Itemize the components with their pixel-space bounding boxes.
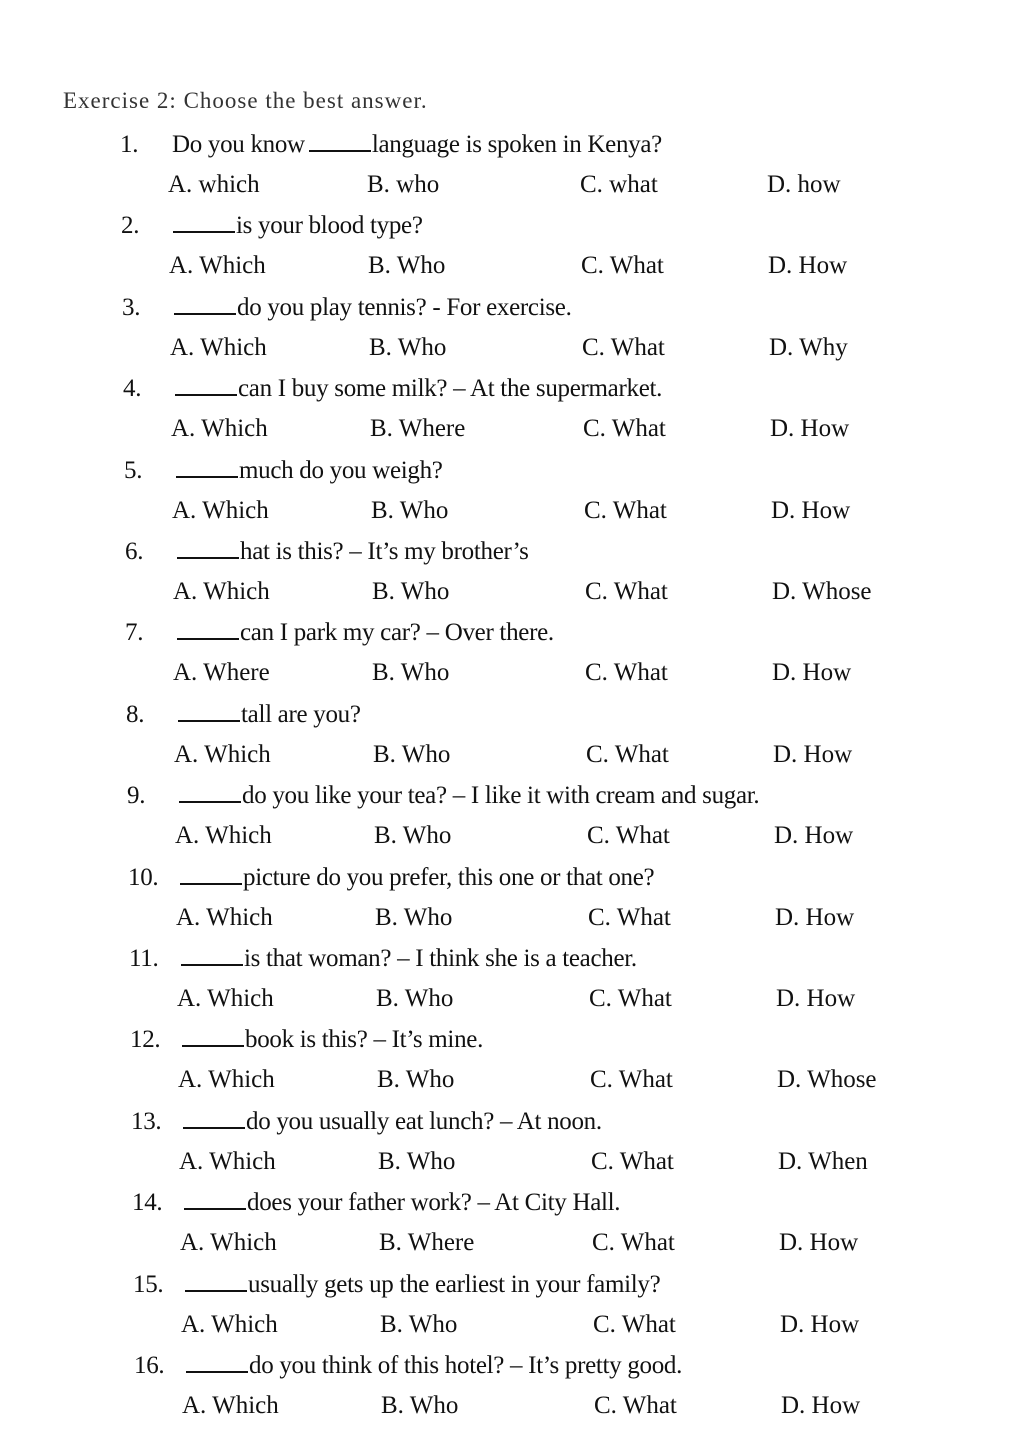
answer-option[interactable]: A. Which	[174, 741, 271, 768]
question-text	[125, 618, 554, 647]
answer-blank[interactable]	[178, 700, 240, 722]
answer-option[interactable]: B. Who	[376, 985, 454, 1012]
question-item	[0, 618, 1024, 700]
answer-option[interactable]: A. Which	[178, 1066, 275, 1093]
question-text	[120, 130, 662, 159]
answer-option[interactable]: C. What	[593, 1311, 676, 1338]
answer-option[interactable]: D. Whose	[777, 1066, 877, 1093]
question-stem-after: picture do you prefer, this one or that one?	[243, 864, 655, 891]
answer-blank[interactable]	[176, 456, 238, 478]
answer-option[interactable]: A. Which	[173, 578, 270, 605]
answer-option[interactable]: B. who	[367, 171, 440, 198]
answer-option[interactable]: D. How	[775, 904, 855, 931]
answer-option[interactable]: B. Who	[372, 578, 450, 605]
answer-option[interactable]: A. Which	[180, 1229, 277, 1256]
question-text	[124, 456, 443, 485]
answer-option[interactable]: B. Where	[370, 415, 466, 442]
answer-blank[interactable]	[174, 293, 236, 315]
question-stem-after: do you think of this hotel? – It’s pretty good.	[249, 1352, 683, 1379]
question-number: 15.	[133, 1271, 164, 1298]
answer-option[interactable]: D. How	[776, 985, 856, 1012]
answer-option[interactable]: A. Which	[177, 985, 274, 1012]
question-number: 1.	[120, 131, 139, 158]
answer-option[interactable]: B. Who	[373, 741, 451, 768]
answer-option[interactable]: C. What	[585, 578, 668, 605]
question-text	[131, 1107, 602, 1136]
question-text	[126, 700, 361, 729]
question-stem-after: does your father work? – At City Hall.	[247, 1189, 621, 1216]
question-stem-after: is that woman? – I think she is a teacher.	[244, 945, 637, 972]
answer-option[interactable]: B. Who	[378, 1148, 456, 1175]
answer-option[interactable]: D. How	[771, 497, 851, 524]
answer-option[interactable]: A. Which	[182, 1392, 279, 1419]
exercise-title: Exercise 2: Choose the best answer.	[63, 88, 428, 113]
answer-option[interactable]: C. What	[581, 252, 664, 279]
question-text	[130, 1025, 483, 1054]
answer-option[interactable]: D. How	[773, 741, 853, 768]
question-number: 3.	[122, 294, 141, 321]
answer-option[interactable]: C. What	[592, 1229, 675, 1256]
answer-option[interactable]: D. How	[780, 1311, 860, 1338]
answer-option[interactable]: A. Which	[170, 334, 267, 361]
question-item	[0, 1107, 1024, 1189]
question-item	[0, 1188, 1024, 1270]
answer-option[interactable]: C. what	[580, 171, 658, 198]
question-number: 7.	[125, 619, 144, 646]
answer-option[interactable]: A. Which	[181, 1311, 278, 1338]
answer-blank[interactable]	[181, 944, 243, 966]
answer-option[interactable]: B. Who	[380, 1311, 458, 1338]
answer-option[interactable]: B. Where	[379, 1229, 475, 1256]
answer-blank[interactable]	[309, 130, 371, 152]
question-number: 13.	[131, 1108, 162, 1135]
answer-option[interactable]: D. How	[772, 659, 852, 686]
answer-blank[interactable]	[173, 211, 235, 233]
question-number: 4.	[123, 375, 142, 402]
question-item	[0, 374, 1024, 456]
question-item	[0, 537, 1024, 619]
question-item	[0, 456, 1024, 538]
answer-option[interactable]: D. How	[770, 415, 850, 442]
question-item	[0, 944, 1024, 1026]
answer-blank[interactable]	[179, 781, 241, 803]
question-number: 9.	[127, 782, 146, 809]
answer-option[interactable]: B. Who	[381, 1392, 459, 1419]
answer-option[interactable]: B. Who	[369, 334, 447, 361]
question-stem-after: do you like your tea? – I like it with cream and sugar.	[242, 782, 760, 809]
answer-option[interactable]: D. Whose	[772, 578, 872, 605]
answer-option[interactable]: C. What	[590, 1066, 673, 1093]
question-stem-after: can I buy some milk? – At the supermarket.	[238, 375, 663, 402]
question-stem-after: do you play tennis? - For exercise.	[237, 294, 572, 321]
answer-blank[interactable]	[177, 537, 239, 559]
answer-option[interactable]: B. Who	[372, 659, 450, 686]
question-item	[0, 1270, 1024, 1352]
answer-option[interactable]: B. Who	[371, 497, 449, 524]
answer-option[interactable]: C. What	[585, 659, 668, 686]
question-stem-after: do you usually eat lunch? – At noon.	[246, 1108, 602, 1135]
question-number: 11.	[129, 945, 159, 972]
answer-blank[interactable]	[182, 1025, 244, 1047]
answer-option[interactable]: C. What	[591, 1148, 674, 1175]
answer-option[interactable]: C. What	[583, 415, 666, 442]
answer-option[interactable]: C. What	[587, 822, 670, 849]
question-text	[127, 781, 759, 810]
answer-option[interactable]: A. Where	[173, 659, 270, 686]
question-number: 16.	[134, 1352, 165, 1379]
answer-option[interactable]: C. What	[588, 904, 671, 931]
question-text	[134, 1351, 682, 1380]
question-item	[0, 863, 1024, 945]
question-text	[128, 863, 654, 892]
answer-option[interactable]: A. which	[168, 171, 260, 198]
question-number: 6.	[125, 538, 144, 565]
answer-option[interactable]: A. Which	[179, 1148, 276, 1175]
question-item	[0, 293, 1024, 375]
answer-option[interactable]: D. How	[779, 1229, 859, 1256]
question-text	[123, 374, 662, 403]
question-number: 5.	[124, 457, 143, 484]
question-stem-after: book is this? – It’s mine.	[245, 1026, 484, 1053]
question-number: 12.	[130, 1026, 161, 1053]
answer-option[interactable]: A. Which	[172, 497, 269, 524]
answer-option[interactable]: D. how	[767, 171, 841, 198]
answer-option[interactable]: C. What	[584, 497, 667, 524]
answer-option[interactable]: C. What	[589, 985, 672, 1012]
question-text	[133, 1270, 660, 1299]
question-item	[0, 781, 1024, 863]
answer-blank[interactable]	[175, 374, 237, 396]
answer-option[interactable]: C. What	[586, 741, 669, 768]
answer-option[interactable]: D. Why	[769, 334, 848, 361]
question-item	[0, 1351, 1024, 1433]
answer-option[interactable]: A. Which	[171, 415, 268, 442]
answer-option[interactable]: A. Which	[169, 252, 266, 279]
answer-option[interactable]: D. How	[768, 252, 848, 279]
answer-option[interactable]: B. Who	[374, 822, 452, 849]
question-number: 2.	[121, 212, 140, 239]
question-stem-after: much do you weigh?	[239, 457, 443, 484]
question-stem-after: can I park my car? – Over there.	[240, 619, 554, 646]
question-stem-after: hat is this? – It’s my brother’s	[240, 538, 529, 565]
question-text	[125, 537, 529, 566]
answer-option[interactable]: B. Who	[377, 1066, 455, 1093]
answer-blank[interactable]	[186, 1351, 248, 1373]
answer-blank[interactable]	[185, 1270, 247, 1292]
question-text	[132, 1188, 620, 1217]
question-stem-after: tall are you?	[241, 701, 361, 728]
answer-option[interactable]: B. Who	[375, 904, 453, 931]
answer-option[interactable]: C. What	[582, 334, 665, 361]
question-number: 14.	[132, 1189, 163, 1216]
answer-option[interactable]: D. How	[781, 1392, 861, 1419]
question-text	[121, 211, 423, 240]
answer-option[interactable]: A. Which	[175, 822, 272, 849]
answer-option[interactable]: C. What	[594, 1392, 677, 1419]
answer-blank[interactable]	[177, 618, 239, 640]
answer-blank[interactable]	[180, 863, 242, 885]
question-stem-after: usually gets up the earliest in your family?	[248, 1271, 661, 1298]
question-item	[0, 1025, 1024, 1107]
question-stem-after: language is spoken in Kenya?	[371, 131, 662, 158]
question-text	[129, 944, 637, 973]
answer-blank[interactable]	[183, 1107, 245, 1129]
question-stem-after: is your blood type?	[236, 212, 423, 239]
question-text	[122, 293, 572, 322]
question-stem-before: Do you know	[172, 131, 305, 158]
question-number: 8.	[126, 701, 145, 728]
question-item	[0, 211, 1024, 293]
question-number: 10.	[128, 864, 159, 891]
answer-blank[interactable]	[184, 1188, 246, 1210]
question-item	[0, 130, 1024, 212]
answer-option[interactable]: B. Who	[368, 252, 446, 279]
answer-option[interactable]: A. Which	[176, 904, 273, 931]
question-item	[0, 700, 1024, 782]
answer-option[interactable]: D. When	[778, 1148, 868, 1175]
answer-option[interactable]: D. How	[774, 822, 854, 849]
